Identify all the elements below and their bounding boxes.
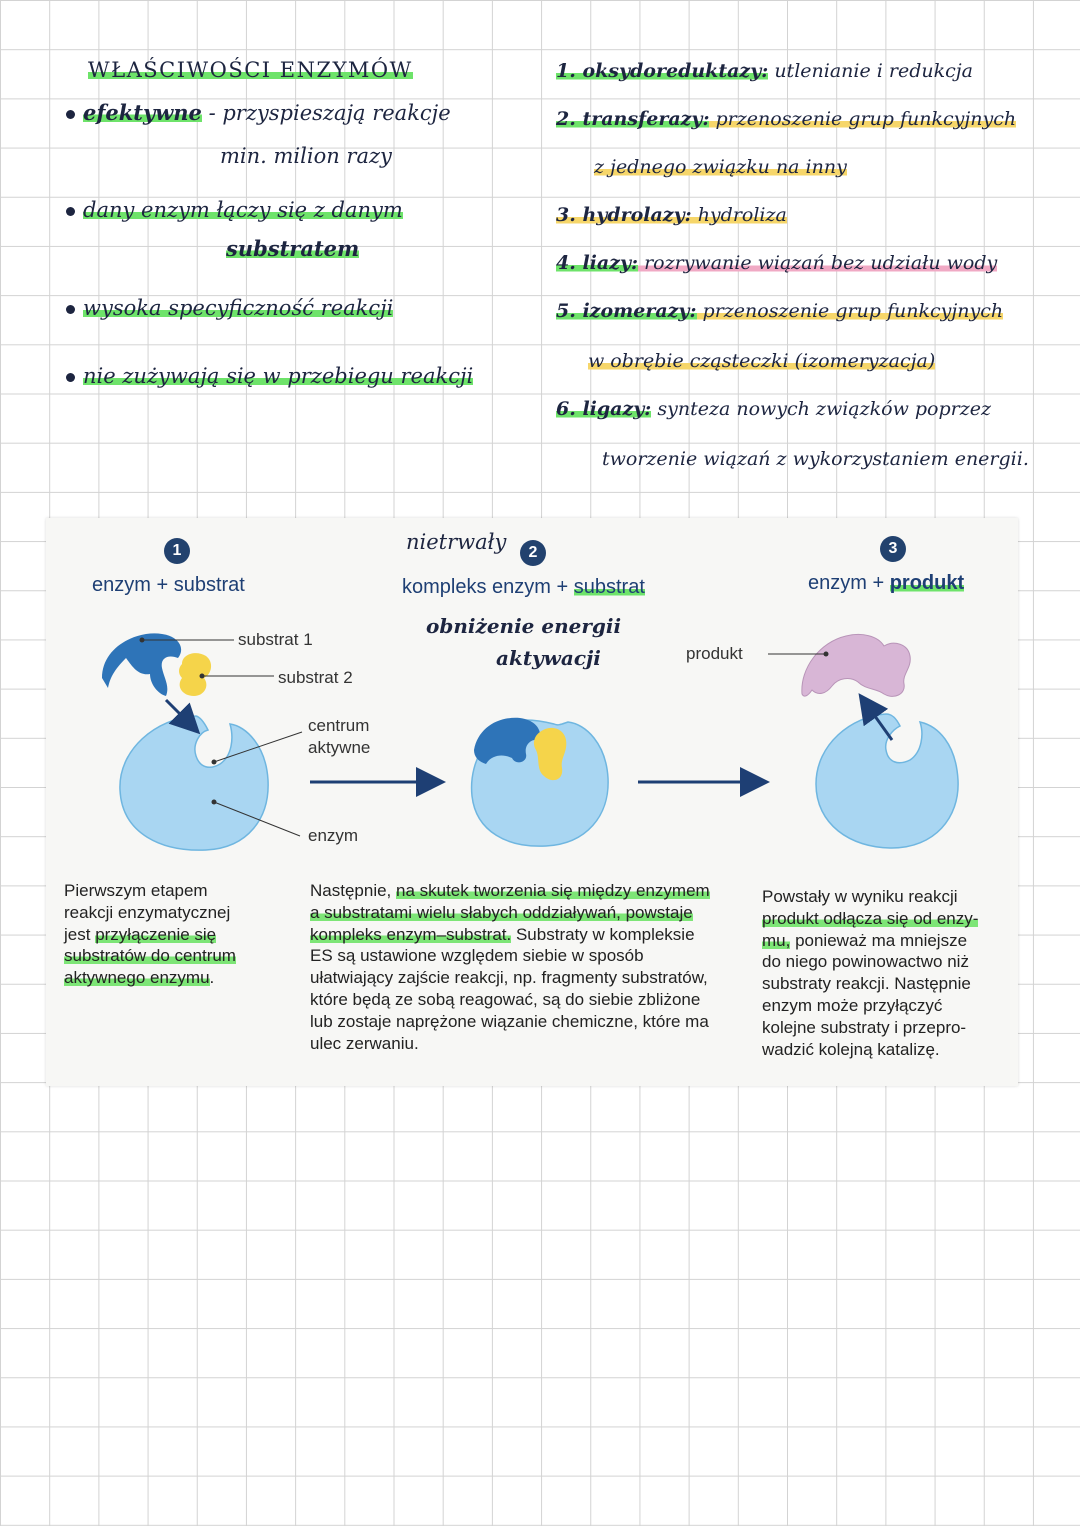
step-3-title: enzym + produkt: [808, 572, 965, 594]
label-substrat-2: substrat 2: [278, 668, 353, 687]
step-2-title: kompleks enzym + substrat: [402, 576, 645, 598]
enzyme-mechanism-figure: [46, 518, 1018, 1086]
label-aktywne: aktywne: [308, 738, 371, 757]
step-number-1: 1: [164, 538, 190, 564]
product-shape: [802, 634, 910, 696]
enzyme-shape-1: [120, 716, 268, 850]
property-specific-substrate-line2: substratem: [226, 236, 360, 261]
class-izomerazy: 5. izomerazy: przenoszenie grup funkcyjnych: [556, 300, 1004, 322]
bullet-icon: [66, 110, 75, 119]
class-hydrolazy: 3. hydrolazy: hydroliza: [556, 204, 787, 226]
property-specific-substrate: dany enzym łączy się z danym: [66, 198, 403, 222]
label-produkt: produkt: [686, 644, 743, 663]
step-number-3: 3: [880, 536, 906, 562]
label-centrum: centrum: [308, 716, 370, 735]
notes-title: WŁAŚCIWOŚCI ENZYMÓW: [88, 58, 413, 82]
label-substrat-1: substrat 1: [238, 630, 313, 649]
handwritten-nietrwaly: nietrwały: [406, 530, 507, 554]
property-specificity: wysoka specyficzność reakcji: [66, 296, 393, 320]
handwritten-obnizenie-energii: obniżenie energii: [426, 614, 622, 638]
label-enzym: enzym: [308, 826, 359, 845]
class-transferazy: 2. transferazy: przenoszenie grup funkcyjnych: [556, 108, 1017, 130]
caption-step-2: Następnie, na skutek tworzenia się między enzymem a substratami wielu słabych oddziaływań, powstaje kompleks enzym–substrat. Substraty w kompleksie ES są ustawione względem siebie w sposób ułatwiający zajście reakcji, np. fragmenty substratów, które będą ze sobą reagować, są do siebie zbliżone lub zostaje naprężone wiązanie chemiczne, które ma ulec zerwaniu.: [310, 881, 710, 1053]
class-transferazy-line2: z jednego związku na inny: [594, 156, 847, 178]
substrate-2-shape: [179, 653, 211, 696]
property-not-consumed: nie zużywają się w przebiegu reakcji: [66, 364, 473, 388]
step-number-2: 2: [520, 540, 546, 566]
handwritten-aktywacji: aktywacji: [496, 646, 601, 670]
bullet-icon: [66, 207, 75, 216]
bullet-icon: [66, 373, 75, 382]
caption-step-1: Pierwszym etapem reakcji enzymatycznej jest przyłączenie się substratów do centrum aktywnego enzymu.: [64, 881, 236, 988]
class-liazy: 4. liazy: rozrywanie wiązań bez udziału wody: [556, 252, 998, 274]
class-oksydoreduktazy: 1. oksydoreduktazy: utlenianie i redukcja: [556, 60, 973, 82]
class-ligazy: 6. ligazy: synteza nowych związków poprzez: [556, 398, 991, 420]
caption-step-3: Powstały w wyniku reakcji produkt odłącza się od enzy- mu, ponieważ ma mniejsze do niego powinowactwo niż substraty reakcji. Następnie enzym może przyłączyć kolejne substraty i przepro- wadzić kolejną katalizę.: [762, 887, 979, 1059]
class-ligazy-line2: tworzenie wiązań z wykorzystaniem energii.: [602, 448, 1029, 470]
substrate-1-shape: [102, 633, 181, 696]
step-1-title: enzym + substrat: [92, 574, 245, 596]
class-izomerazy-line2: w obrębie cząsteczki (izomeryzacja): [588, 350, 936, 372]
property-efficiency-line2: min. milion razy: [220, 144, 392, 168]
bullet-icon: [66, 305, 75, 314]
property-efficiency: efektywne - przyspieszają reakcje: [66, 100, 451, 125]
